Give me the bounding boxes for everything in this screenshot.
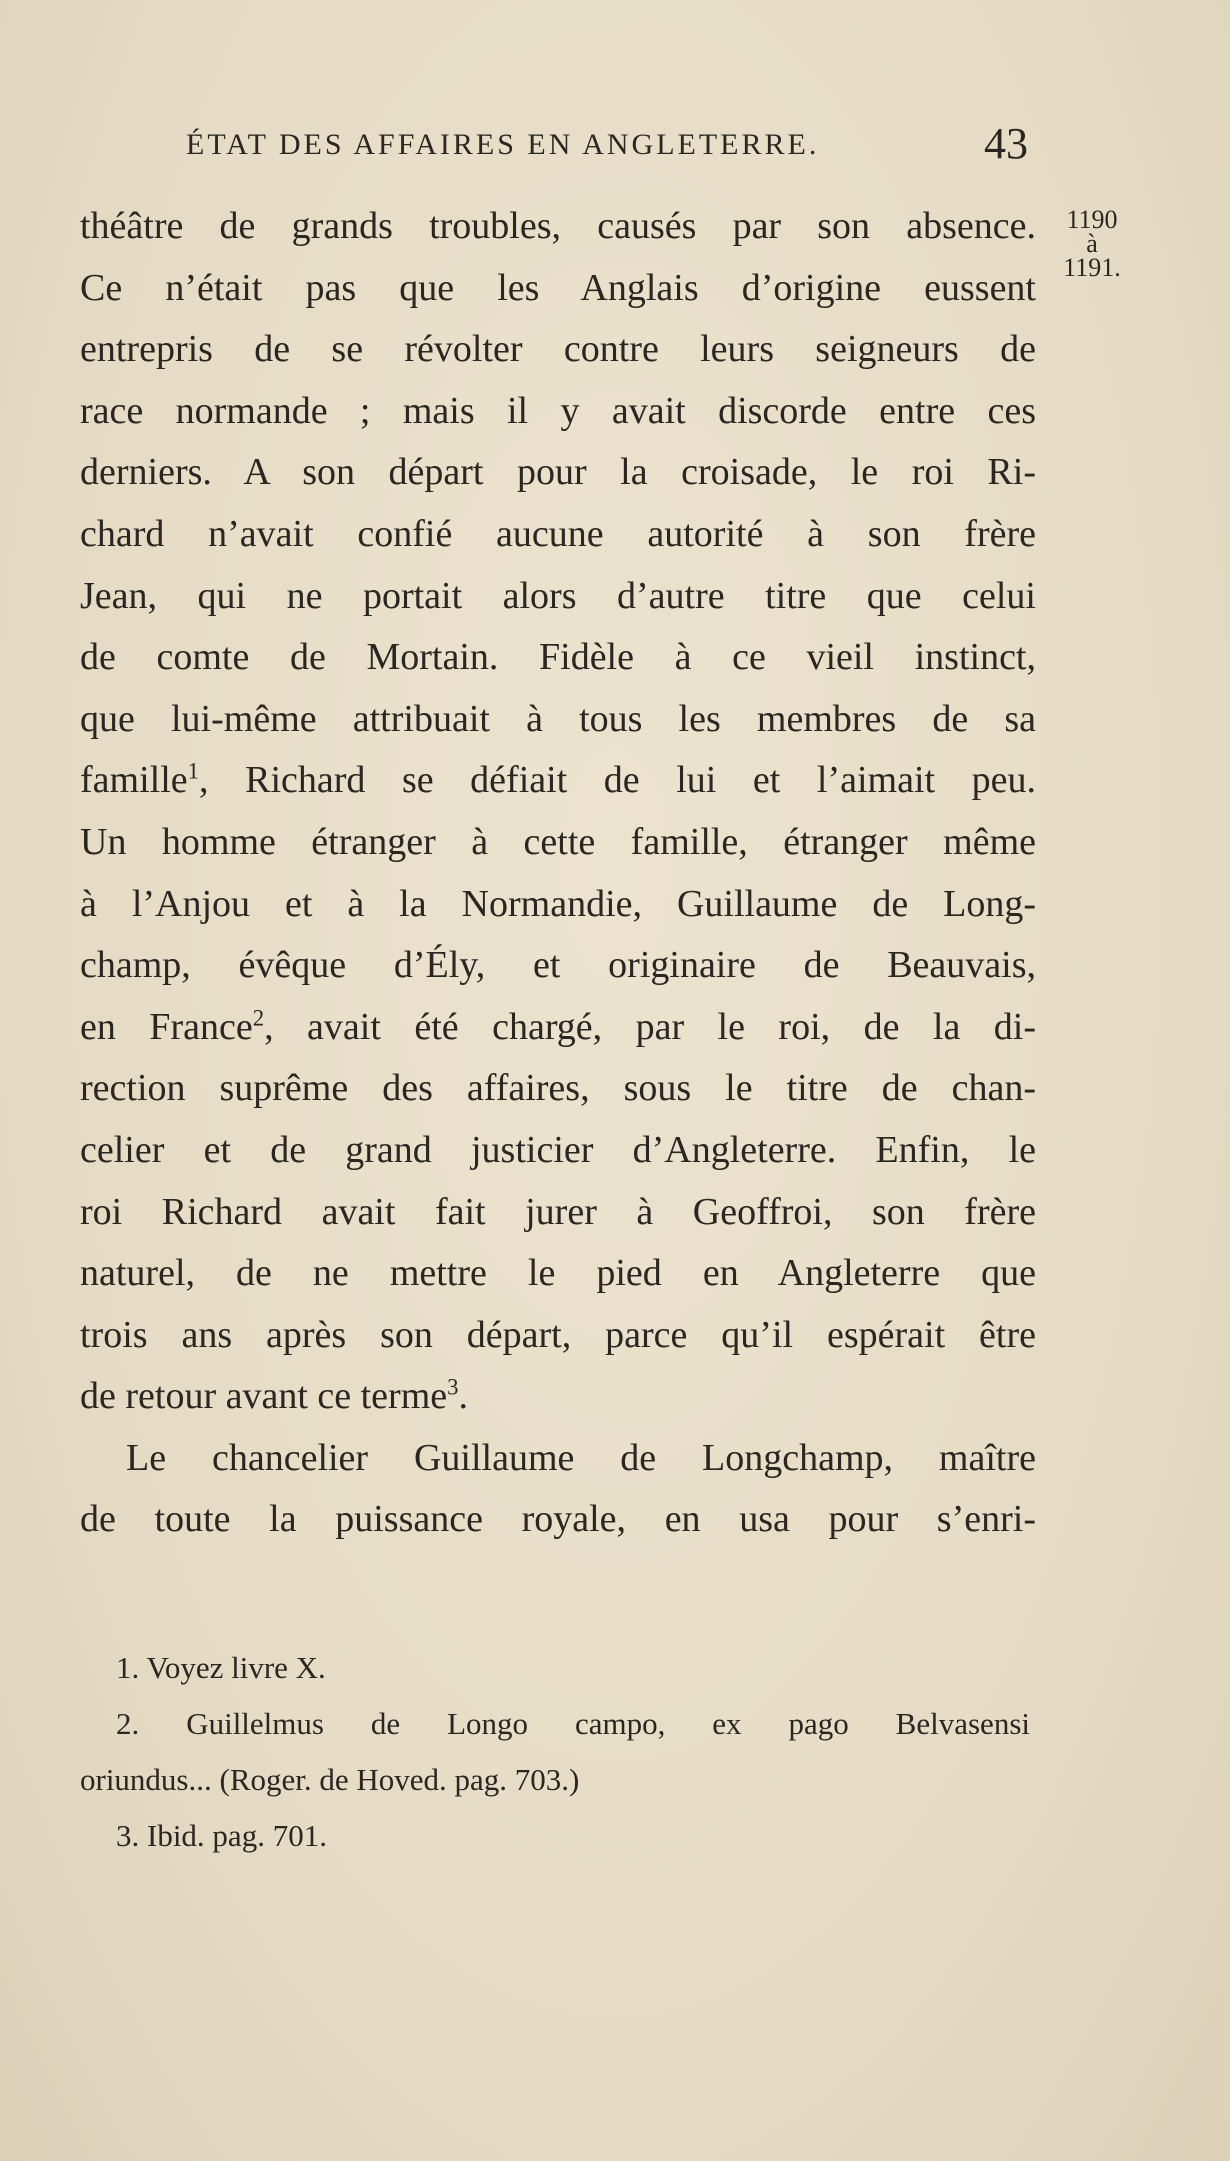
margin-date-connector: à	[1086, 229, 1098, 258]
text-fragment: .	[458, 1375, 469, 1418]
text-line: théâtre de grands troubles, causés par son absence.	[80, 205, 1036, 247]
text-line: naturel, de ne mettre le pied en Angleterre que	[80, 1252, 1036, 1295]
text-line: race normande ; mais il y avait discorde entre ces	[80, 389, 1036, 432]
text-fragment: famille	[80, 759, 188, 802]
text-line: Jean, qui ne portait alors d’autre titre que celui	[80, 574, 1036, 617]
text-fragment: , avait été chargé, par le roi, de la di-	[264, 1005, 1036, 1048]
text-line: roi Richard avait fait jurer à Geoffroi, son frère	[80, 1190, 1036, 1233]
text-line: de comte de Mortain. Fidèle à ce vieil instinct,	[80, 636, 1036, 679]
footnote-ref-3[interactable]: 3	[447, 1374, 459, 1400]
page-number: 43	[984, 119, 1028, 168]
text-line: chard n’avait confié aucune autorité à son frère	[80, 512, 1036, 555]
text-line: champ, évêque d’Ély, et originaire de Beauvais,	[80, 944, 1036, 987]
main-text	[80, 196, 1036, 1551]
footnotes	[80, 1640, 1030, 1864]
paragraph-start-line: Le chancelier Guillaume de Longchamp, maître	[126, 1436, 1036, 1479]
text-line: celier et de grand justicier d’Angleterre. Enfin, le	[80, 1128, 1036, 1171]
footnote-1: 1. Voyez livre X.	[116, 1650, 326, 1685]
text-line: rection suprême des affaires, sous le titre de chan-	[80, 1067, 1036, 1110]
margin-date-from: 1190	[1066, 205, 1118, 234]
footnote-ref-2[interactable]: 2	[252, 1005, 265, 1031]
footnote-3: 3. Ibid. pag. 701.	[116, 1818, 327, 1853]
text-line-with-note	[80, 997, 1036, 1059]
text-line: trois ans après son départ, parce qu’il espérait être	[80, 1313, 1036, 1356]
page-header	[186, 119, 1046, 172]
text-line: à l’Anjou et à la Normandie, Guillaume de Long-	[80, 882, 1036, 925]
text-line: entrepris de se révolter contre leurs seigneurs de	[80, 328, 1036, 371]
text-fragment: , Richard se défiait de lui et l’aimait peu.	[199, 759, 1036, 802]
footnote-2-line-2: oriundus... (Roger. de Hoved. pag. 703.)	[80, 1762, 580, 1797]
text-line-with-note	[80, 750, 1036, 812]
text-line: derniers. A son départ pour la croisade, le roi Ri-	[80, 451, 1036, 494]
text-fragment: de retour avant ce terme	[80, 1375, 448, 1418]
running-head: ÉTAT DES AFFAIRES EN ANGLETERRE.	[186, 128, 820, 161]
text-line: Un homme étranger à cette famille, étranger même	[80, 820, 1036, 863]
margin-date	[1050, 205, 1134, 282]
margin-date-to: 1191.	[1063, 253, 1121, 282]
text-line: que lui-même attribuait à tous les membres de sa	[80, 697, 1036, 740]
text-line-with-note	[80, 1366, 1036, 1428]
footnote-ref-1[interactable]: 1	[187, 758, 200, 784]
footnote-2-line-1: 2. Guillelmus de Longo campo, ex pago Belvasensi	[116, 1706, 1030, 1741]
text-line: de toute la puissance royale, en usa pour s’enri-	[80, 1498, 1036, 1541]
text-line: Ce n’était pas que les Anglais d’origine eussent	[80, 266, 1036, 309]
text-fragment: en France	[80, 1005, 253, 1048]
